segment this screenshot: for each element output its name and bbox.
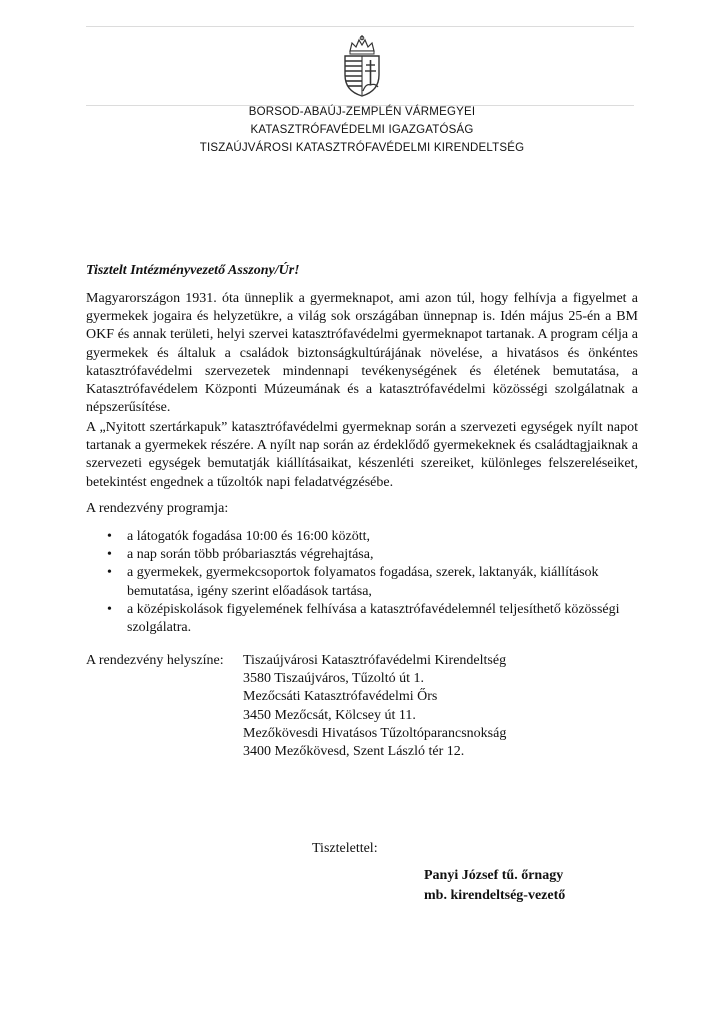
venue-address-list <box>243 652 506 761</box>
bullet-icon: • <box>107 565 112 581</box>
program-heading: A rendezvény programja: <box>86 501 229 516</box>
signer-title: mb. kirendeltség-vezető <box>424 888 566 903</box>
list-item <box>86 564 638 600</box>
body-paragraph-open-day: A „Nyitott szertárkapuk” katasztrófavédelmi gyermeknap során a szervezeti egységek nyílt napot tartanak a gyermekek részére. A nyílt nap során az érdeklődő gyermekeknek és családtagjaiknak a szervezeti egységek bemutatják kiállításaikat, készenléti szereiket, különleges felszereléseiket, betekintést engednek a tűzoltók napi feladatvégzésébe. <box>86 420 638 490</box>
org-line-branch: TISZAÚJVÁROSI KATASZTRÓFAVÉDELMI KIRENDELTSÉG <box>199 142 525 154</box>
venue-label: A rendezvény helyszíne: <box>86 653 224 668</box>
list-item <box>86 601 638 637</box>
list-item-text: a nap során több próbariasztás végrehajtása, <box>127 547 374 563</box>
list-item-text: a gyermekek, gyermekcsoportok folyamatos fogadása, szerek, laktanyák, kiállítások bemutatása, igény szerint előadások tartása, <box>127 565 599 599</box>
list-item-text: a középiskolások figyelemének felhívása a katasztrófavédelemnél teljesíthető közösségi szolgálatra. <box>127 601 620 636</box>
bullet-icon: • <box>107 547 112 563</box>
bullet-icon: • <box>107 601 112 617</box>
venue-line: Tiszaújvárosi Katasztrófavédelmi Kirendeltség <box>243 653 507 668</box>
org-line-directorate: KATASZTRÓFAVÉDELMI IGAZGATÓSÁG <box>250 124 474 136</box>
venue-line: 3580 Tiszaújváros, Tűzoltó út 1. <box>243 671 424 687</box>
venue-line: 3450 Mezőcsát, Kölcsey út 11. <box>243 707 416 723</box>
list-item-text: a látogatók fogadása 10:00 és 16:00 között, <box>127 529 370 544</box>
venue-line: Mezőkövesdi Hivatásos Tűzoltóparancsnokság <box>243 725 507 741</box>
list-item <box>86 546 638 564</box>
signature-block <box>424 866 565 906</box>
coat-of-arms-icon <box>340 35 384 97</box>
closing-phrase: Tisztelettel: <box>312 841 378 856</box>
program-list <box>86 528 638 637</box>
salutation: Tisztelt Intézményvezető Asszony/Úr! <box>86 263 300 278</box>
venue-line: 3400 Mezőkövesd, Szent László tér 12. <box>243 744 465 760</box>
bullet-icon: • <box>107 529 112 544</box>
venue-line: Mezőcsáti Katasztrófavédelmi Őrs <box>243 689 438 705</box>
signer-name: Panyi József tű. őrnagy <box>424 868 564 883</box>
org-line-county: BORSOD-ABAÚJ-ZEMPLÉN VÁRMEGYEI <box>248 106 476 118</box>
body-paragraph-intro: Magyarországon 1931. óta ünneplik a gyermeknapot, ami azon túl, hogy felhívja a figyelmet a gyermekek jogaira és helyzetükre, a világ sok országában ünnepnap is. Idén május 25-én a BM OKF és annak területi, helyi szervei katasztrófavédelmi gyermeknapot tartanak. A program célja a gyermekek és általuk a családok biztonságkultúrájának növelése, a hivatásos és önkéntes katasztrófavédelmi szervezetek mindennapi tevékenységének és életének bemutatása, a Katasztrófavédelem Központi Múzeumának és a katasztrófavédelmi közösségi szolgálatnak a népszerűsítése. <box>86 291 638 416</box>
list-item <box>86 528 638 546</box>
